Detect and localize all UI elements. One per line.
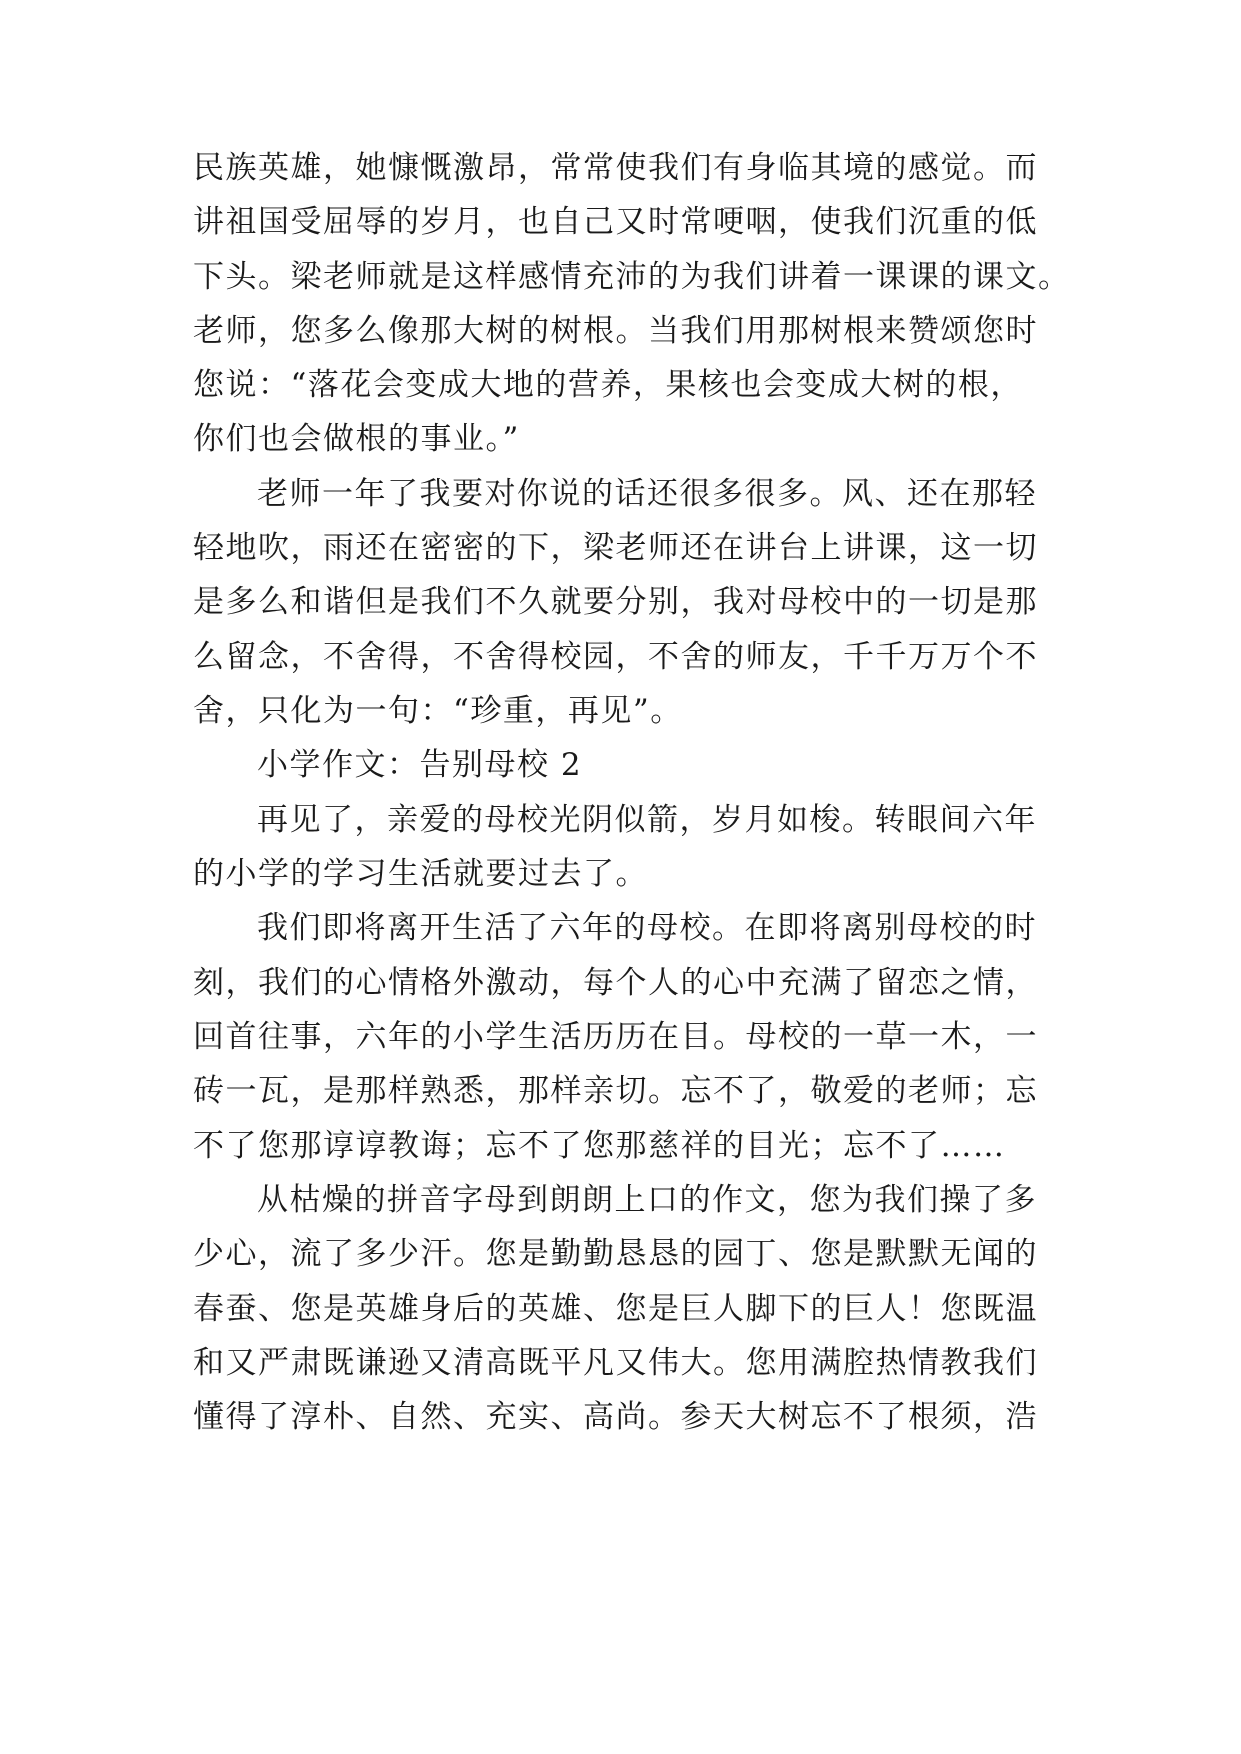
text-line: 是多么和谐但是我们不久就要分别，我对母校中的一切是那 — [193, 584, 1038, 620]
paragraph-first-line: 从枯燥的拼音字母到朗朗上口的作文，您为我们操了多 — [257, 1182, 1037, 1218]
text-line: 么留念，不舍得，不舍得校园，不舍的师友，千千万万个不 — [193, 639, 1038, 675]
text-line: 少心，流了多少汗。您是勤勤恳恳的园丁、您是默默无闻的 — [193, 1236, 1038, 1272]
text-line: 不了您那谆谆教诲；忘不了您那慈祥的目光；忘不了…… — [193, 1128, 1006, 1164]
text-line: 和又严肃既谦逊又清高既平凡又伟大。您用满腔热情教我们 — [193, 1345, 1038, 1381]
text-line: 砖一瓦，是那样熟悉，那样亲切。忘不了，敬爱的老师；忘 — [193, 1073, 1038, 1109]
paragraph-first-line: 再见了，亲爱的母校光阴似箭，岁月如梭。转眼间六年 — [257, 802, 1037, 838]
paragraph-first-line: 老师一年了我要对你说的话还很多很多。风、还在那轻 — [257, 476, 1037, 512]
text-line: 民族英雄，她慷慨激昂，常常使我们有身临其境的感觉。而 — [193, 150, 1038, 186]
text-line: 讲祖国受屈辱的岁月，也自己又时常哽咽，使我们沉重的低 — [193, 204, 1038, 240]
text-line: 回首往事，六年的小学生活历历在目。母校的一草一木，一 — [193, 1019, 1038, 1055]
text-line: 春蚕、您是英雄身后的英雄、您是巨人脚下的巨人！您既温 — [193, 1291, 1038, 1327]
text-line: 刻，我们的心情格外激动，每个人的心中充满了留恋之情， — [193, 965, 1038, 1001]
section-heading: 小学作文：告别母校 2 — [257, 747, 583, 783]
text-line: 你们也会做根的事业。” — [193, 421, 520, 457]
text-line: 下头。梁老师就是这样感情充沛的为我们讲着一课课的课文。 — [193, 259, 1071, 295]
text-line: 舍，只化为一句：“珍重，再见”。 — [193, 693, 683, 729]
text-line: 轻地吹，雨还在密密的下，梁老师还在讲台上讲课，这一切 — [193, 530, 1038, 566]
text-line: 懂得了淳朴、自然、充实、高尚。参天大树忘不了根须，浩 — [193, 1399, 1038, 1435]
paragraph-first-line: 我们即将离开生活了六年的母校。在即将离别母校的时 — [257, 910, 1037, 946]
text-line: 老师，您多么像那大树的树根。当我们用那树根来赞颂您时 — [193, 313, 1038, 349]
text-line: 的小学的学习生活就要过去了。 — [193, 856, 648, 892]
text-line: 您说：“落花会变成大地的营养，果核也会变成大树的根， — [193, 367, 1023, 403]
